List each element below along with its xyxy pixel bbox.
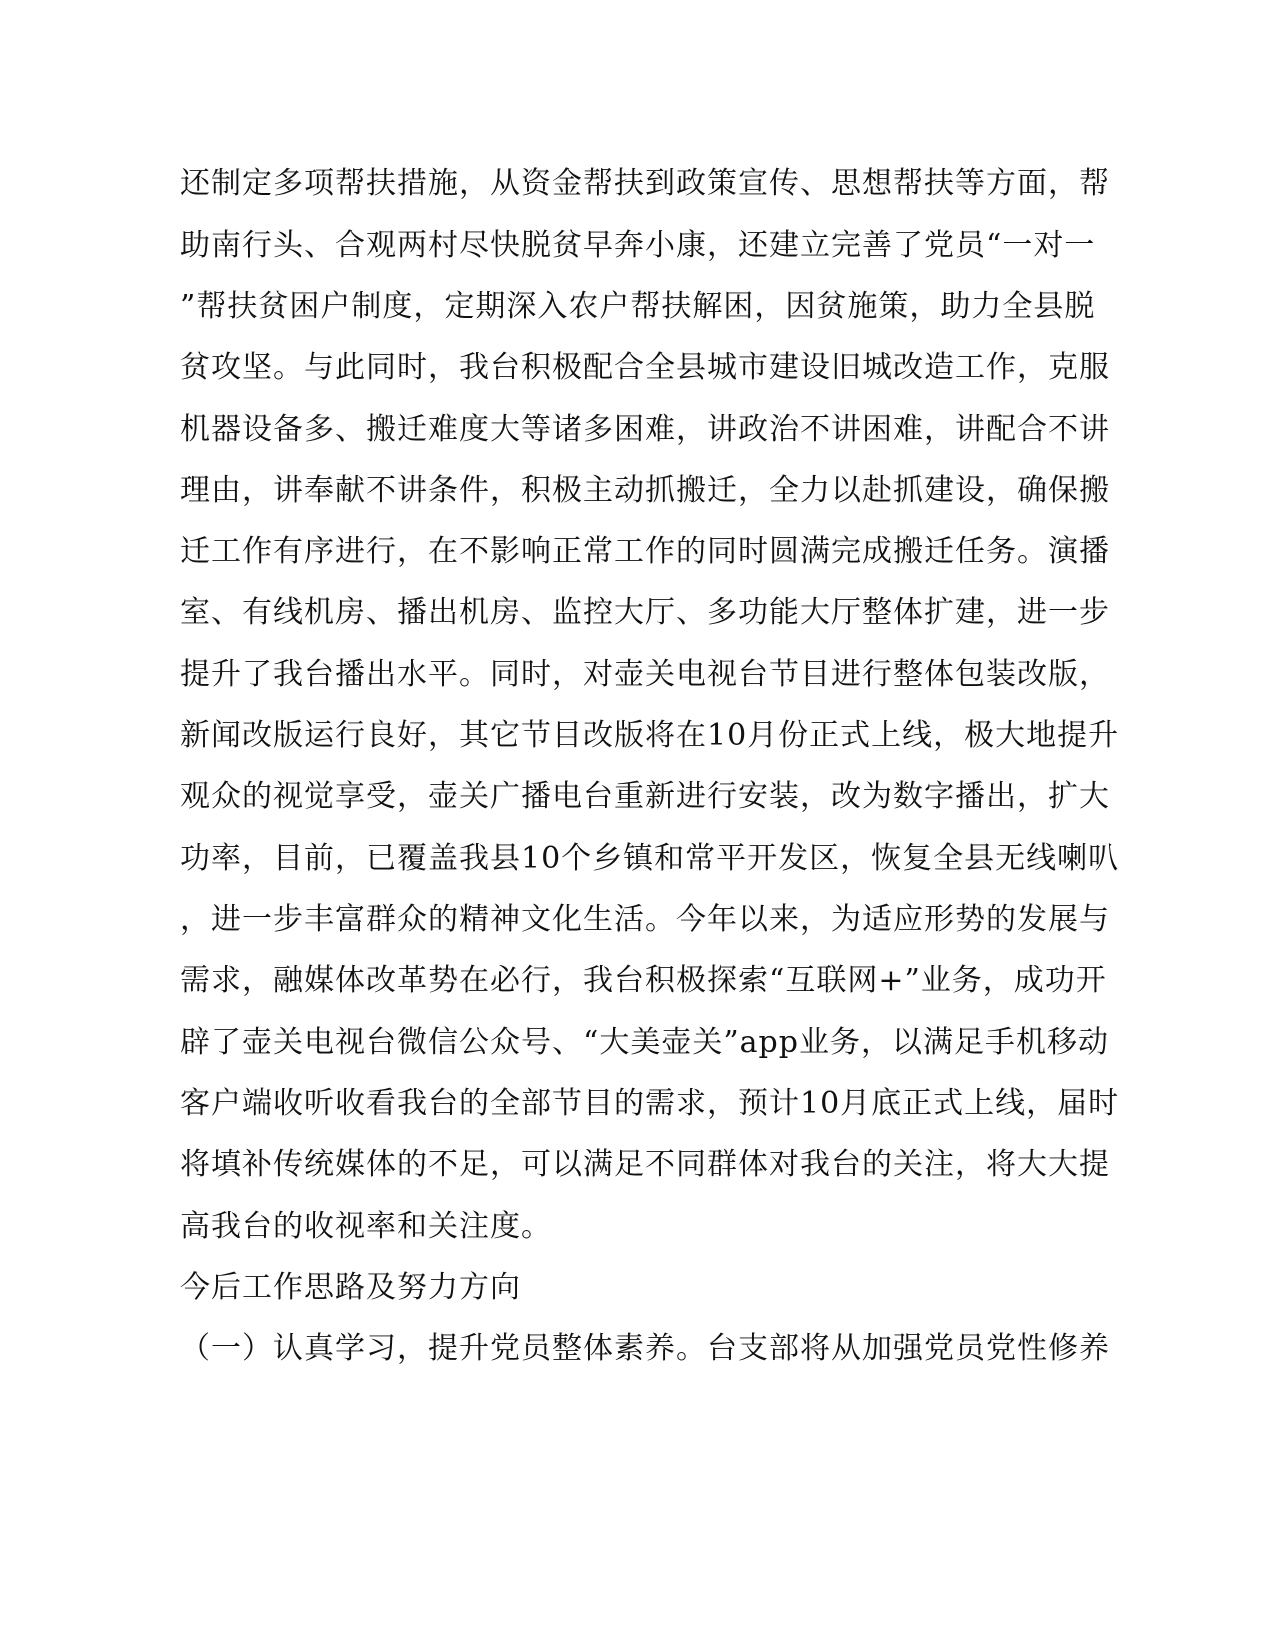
text-line: 理由，讲奉献不讲条件，积极主动抓搬迁，全力以赴抓建设，确保搬 (180, 473, 1110, 508)
text-line: 室、有线机房、播出机房、监控大厅、多功能大厅整体扩建，进一步 (180, 595, 1110, 630)
text-line: 将填补传统媒体的不足，可以满足不同群体对我台的关注，将大大提 (180, 1147, 1110, 1182)
text-line: 贫攻坚。与此同时，我台积极配合全县城市建设旧城改造工作，克服 (180, 350, 1110, 385)
text-line: （一）认真学习，提升党员整体素养。台支部将从加强党员党性修养 (180, 1331, 1110, 1366)
text-line: 提升了我台播出水平。同时，对壶关电视台节目进行整体包装改版， (180, 657, 1110, 692)
text-line: 迁工作有序进行，在不影响正常工作的同时圆满完成搬迁任务。演播 (180, 534, 1110, 569)
text-line: 需求，融媒体改革势在必行，我台积极探索“互联网+”业务，成功开 (180, 963, 1107, 998)
text-line: 机器设备多、搬迁难度大等诸多困难，讲政治不讲困难，讲配合不讲 (180, 412, 1110, 447)
text-line: 助南行头、合观两村尽快脱贫早奔小康，还建立完善了党员“一对一 (180, 228, 1096, 263)
text-line: 观众的视觉享受，壶关广播电台重新进行安装，改为数字播出，扩大 (180, 779, 1110, 814)
text-line: 还制定多项帮扶措施，从资金帮扶到政策宣传、思想帮扶等方面，帮 (180, 166, 1110, 201)
text-line: 辟了壶关电视台微信公众号、“大美壶关”app业务，以满足手机移动 (180, 1025, 1109, 1060)
section-heading: 今后工作思路及努力方向 (180, 1270, 521, 1305)
text-line: 高我台的收视率和关注度。 (180, 1209, 552, 1244)
text-line: ，进一步丰富群众的精神文化生活。今年以来，为适应形势的发展与 (180, 902, 1110, 937)
text-line: 功率，目前，已覆盖我县10个乡镇和常平开发区，恢复全县无线喇叭 (180, 841, 1120, 876)
text-line: ”帮扶贫困户制度，定期深入农户帮扶解困，因贫施策，助力全县脱 (180, 289, 1096, 324)
text-line: 客户端收听收看我台的全部节目的需求，预计10月底正式上线，届时 (180, 1086, 1120, 1121)
text-line: 新闻改版运行良好，其它节目改版将在10月份正式上线，极大地提升 (180, 718, 1120, 753)
